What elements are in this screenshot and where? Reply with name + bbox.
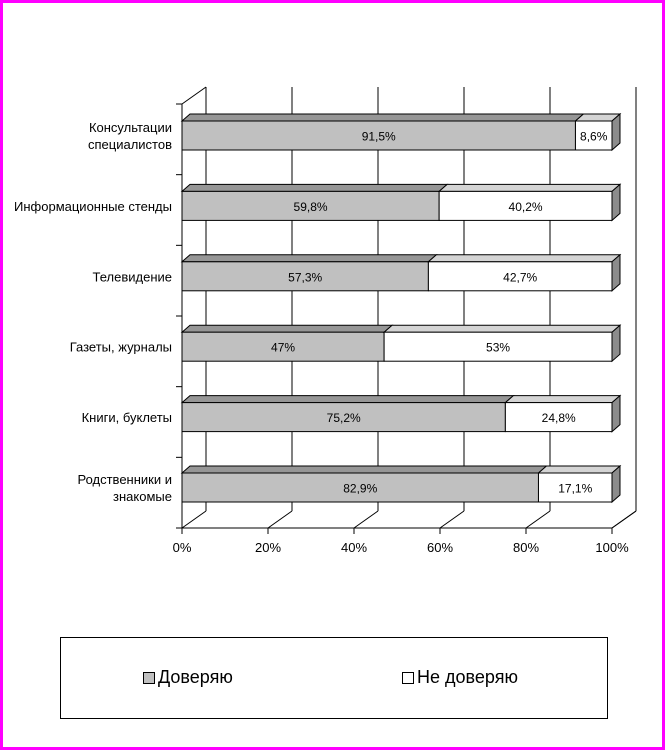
floor-gridline bbox=[354, 511, 378, 528]
bar-top-face bbox=[182, 466, 546, 473]
category-label: Телевидение bbox=[92, 269, 172, 285]
bar-top-face bbox=[505, 396, 620, 403]
bar-side-face bbox=[612, 396, 620, 432]
data-label: 53% bbox=[486, 340, 511, 355]
bar-top-face bbox=[182, 325, 392, 332]
x-tick-label: 40% bbox=[340, 540, 368, 555]
floor-gridline bbox=[268, 511, 292, 528]
bar-top-face bbox=[182, 114, 583, 121]
data-label: 82,9% bbox=[343, 481, 378, 496]
bar-top-face bbox=[182, 255, 436, 262]
x-tick-label: 100% bbox=[595, 540, 629, 555]
legend-label-trust: Доверяю bbox=[158, 667, 233, 687]
category-label: Газеты, журналы bbox=[69, 339, 172, 355]
bar-side-face bbox=[612, 184, 620, 220]
legend-label-distrust: Не доверяю bbox=[417, 667, 518, 687]
legend-item-trust bbox=[143, 667, 233, 688]
x-tick-label: 80% bbox=[512, 540, 540, 555]
category-label: Книги, буклеты bbox=[81, 410, 172, 426]
x-tick-label: 20% bbox=[254, 540, 282, 555]
x-tick-label: 60% bbox=[426, 540, 454, 555]
legend-swatch-distrust bbox=[402, 672, 414, 684]
bar-top-face bbox=[182, 396, 513, 403]
category-label: знакомые bbox=[113, 489, 172, 504]
x-tick-label: 0% bbox=[172, 540, 192, 555]
bar-top-face bbox=[439, 184, 620, 191]
data-label: 47% bbox=[271, 340, 296, 355]
data-label: 91,5% bbox=[361, 129, 396, 144]
floor-gridline bbox=[526, 511, 550, 528]
bar-side-face bbox=[612, 325, 620, 361]
data-label: 40,2% bbox=[508, 199, 543, 214]
legend-swatch-trust bbox=[143, 672, 155, 684]
floor-gridline bbox=[440, 511, 464, 528]
data-label: 59,8% bbox=[293, 199, 328, 214]
bar-top-face bbox=[428, 255, 620, 262]
data-label: 8,6% bbox=[580, 129, 608, 144]
category-label: Информационные стенды bbox=[14, 198, 172, 214]
category-label: Родственники и bbox=[77, 472, 172, 487]
bar-side-face bbox=[612, 255, 620, 291]
category-label: Консультации bbox=[88, 120, 172, 135]
floor-gridline bbox=[612, 511, 636, 528]
bar-top-face bbox=[538, 466, 620, 473]
axis-left-top-edge bbox=[182, 87, 206, 104]
data-label: 24,8% bbox=[541, 411, 576, 426]
chart-legend bbox=[60, 637, 608, 719]
bar-top-face bbox=[182, 184, 447, 191]
legend-item-distrust bbox=[402, 667, 518, 688]
data-label: 42,7% bbox=[503, 270, 538, 285]
data-label: 57,3% bbox=[288, 270, 323, 285]
bar-side-face bbox=[612, 114, 620, 150]
bar-side-face bbox=[612, 466, 620, 502]
data-label: 17,1% bbox=[558, 481, 593, 496]
floor-gridline bbox=[182, 511, 206, 528]
data-label: 75,2% bbox=[326, 411, 361, 426]
category-label: специалистов bbox=[88, 137, 172, 152]
bar-top-face bbox=[384, 325, 620, 332]
